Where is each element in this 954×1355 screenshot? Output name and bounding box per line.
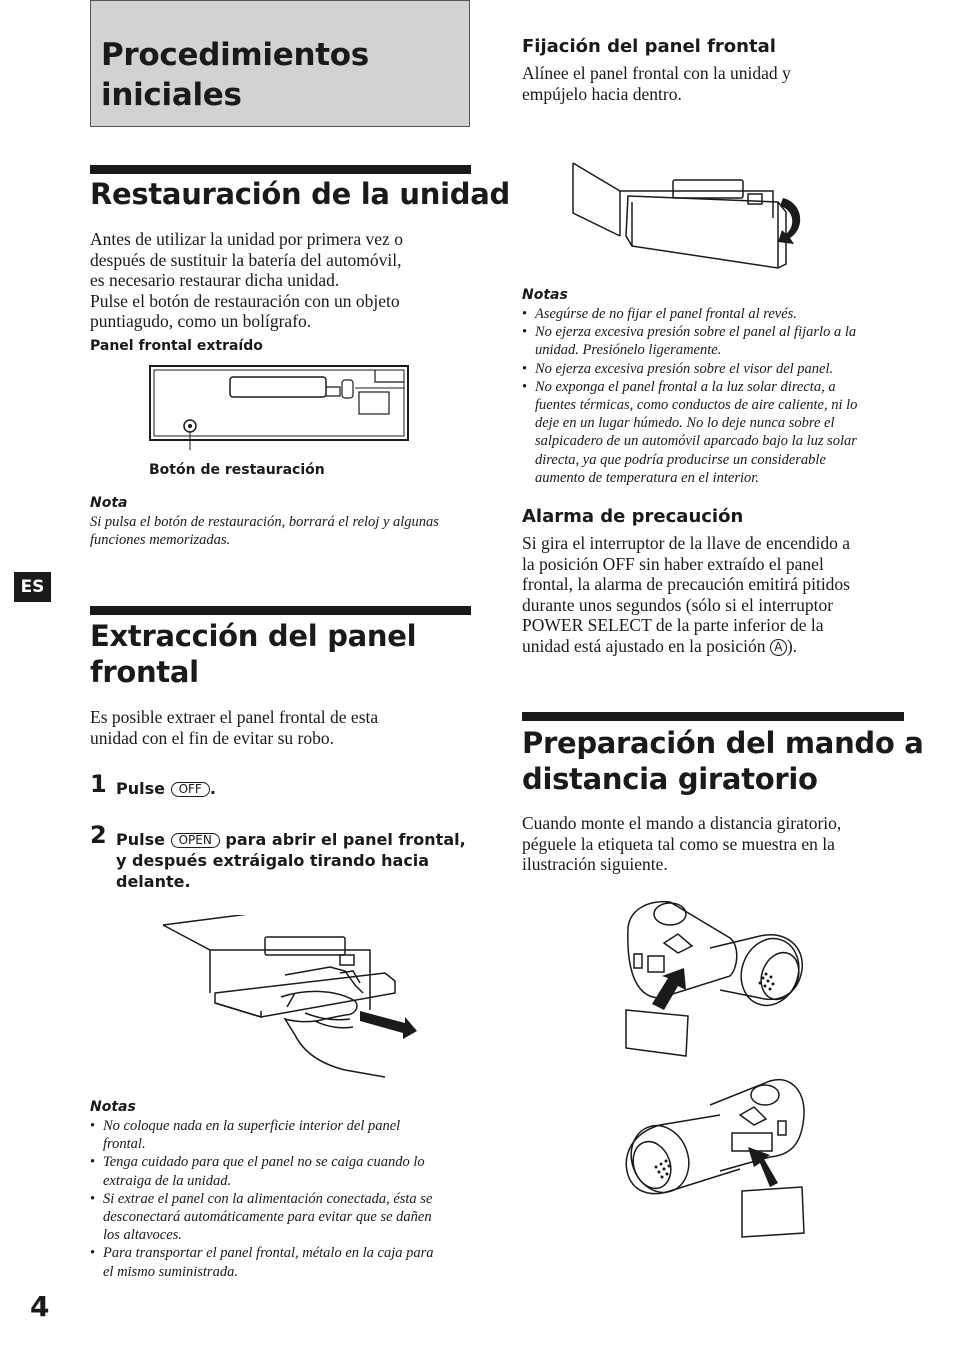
text-line: Antes de utilizar la unidad por primera vez o [90, 229, 403, 249]
rotary-remote-illustration-bottom [620, 1075, 810, 1240]
reset-note [90, 513, 480, 549]
step-text: para abrir el panel frontal, [225, 830, 466, 849]
step-text: Pulse [116, 779, 165, 798]
heading-line: Extracción del panel [90, 619, 417, 653]
notes-title: Notas [522, 287, 568, 303]
reset-heading: Restauración de la unidad [90, 177, 510, 211]
step-number: 1 [90, 770, 107, 798]
text-line: empújelo hacia dentro. [522, 83, 682, 104]
note-line: Si pulsa el botón de restauración, borrará el reloj y algunas [90, 514, 439, 530]
text-line: frontal, la alarma de precaución emitirá pitidos [522, 574, 850, 594]
text-line: puntiagudo, como un bolígrafo. [90, 311, 312, 331]
rotary-remote-illustration-top [620, 898, 810, 1058]
language-tab-label: ES [20, 577, 45, 597]
page-number: 4 [30, 1290, 50, 1323]
attach-notes [522, 305, 922, 487]
step-text: delante. [116, 872, 191, 891]
step-text: . [209, 779, 216, 798]
attach-illustration [568, 158, 808, 273]
reset-button-caption: Botón de restauración [149, 462, 325, 478]
text-line: unidad está ajustado en la posición [522, 635, 766, 656]
text-line: Cuando monte el mando a distancia giratorio, [522, 813, 842, 833]
remote-heading [522, 725, 924, 797]
notes-title: Notas [90, 1099, 136, 1115]
list-item: • Asegúrse de no fijar el panel frontal al revés. [522, 305, 922, 323]
text-line: ). [786, 635, 798, 656]
text-line: unidad con el fin de evitar su robo. [90, 727, 334, 748]
detach-notes [90, 1117, 480, 1281]
detach-illustration [155, 915, 425, 1085]
step-1-text [116, 778, 216, 799]
list-item: • Si extrae el panel con la alimentación conectada, ésta se desconectará automáticamente para evitar que se dañen los altavoces. [90, 1190, 480, 1245]
heading-line: frontal [90, 655, 199, 689]
text-line: durante unos segundos (sólo si el interruptor [522, 594, 834, 615]
reset-figure [140, 360, 420, 450]
section-rule [90, 606, 471, 615]
detach-intro [90, 707, 475, 748]
detach-heading [90, 618, 416, 690]
list-item: • No ejerza excesiva presión sobre el panel al fijarlo a la unidad. Presiónelo ligeramente. [522, 323, 922, 359]
text-line: Alínee el panel frontal con la unidad y [522, 63, 791, 83]
list-item: • Para transportar el panel frontal, métalo en la caja para el mismo suministrada. [90, 1244, 480, 1280]
alarm-text [522, 533, 922, 656]
list-item: • No exponga el panel frontal a la luz solar directa, a fuentes térmicas, como conductos de aire caliente, ni lo deje en un lugar húmedo. No lo deje nunca sobre el salpicadero de un automóvil aparcado bajo la luz solar directa, ya que podría producirse un considerable aumento de temperatura en el interior. [522, 378, 922, 487]
note-line: funciones memorizadas. [90, 532, 231, 549]
open-key: OPEN [171, 833, 220, 848]
reset-paragraph [90, 229, 475, 332]
text-line: Pulse el botón de restauración con un objeto [90, 290, 400, 311]
heading-line: distancia giratorio [522, 762, 818, 796]
text-line: POWER SELECT de la parte inferior de la [522, 615, 824, 635]
section-rule [522, 712, 904, 721]
list-item: • No coloque nada en la superficie interior del panel frontal. [90, 1117, 480, 1153]
text-line: Si gira el interruptor de la llave de encendido a [522, 533, 850, 553]
text-line: la posición OFF sin haber extraído el panel [522, 553, 824, 574]
figure-caption: Panel frontal extraído [90, 338, 263, 354]
off-key: OFF [171, 782, 210, 797]
step-2-text [116, 829, 476, 892]
list-item: • No ejerza excesiva presión sobre el visor del panel. [522, 360, 922, 378]
step-number: 2 [90, 821, 107, 849]
alarm-heading: Alarma de precaución [522, 506, 744, 527]
attach-heading: Fijación del panel frontal [522, 36, 776, 57]
title-box [90, 0, 470, 127]
section-rule [90, 165, 471, 174]
list-item: • Tenga cuidado para que el panel no se caiga cuando lo extraiga de la unidad. [90, 1153, 480, 1189]
text-line: Es posible extraer el panel frontal de esta [90, 707, 379, 727]
text-line: después de sustituir la batería del automóvil, [90, 249, 402, 270]
note-title: Nota [90, 495, 128, 511]
remote-text [522, 813, 922, 875]
page-title-line2: iniciales [101, 77, 242, 113]
step-text: y después extráigalo tirando hacia [116, 851, 430, 870]
step-text: Pulse [116, 830, 165, 849]
page-title-line1: Procedimientos [101, 37, 369, 73]
text-line: ilustración siguiente. [522, 854, 668, 874]
heading-line: Preparación del mando a [522, 726, 924, 760]
circled-letter: A [770, 639, 787, 656]
attach-text [522, 63, 912, 104]
text-line: es necesario restaurar dicha unidad. [90, 270, 340, 290]
text-line: péguele la etiqueta tal como se muestra en la [522, 833, 835, 854]
language-tab [14, 572, 51, 602]
